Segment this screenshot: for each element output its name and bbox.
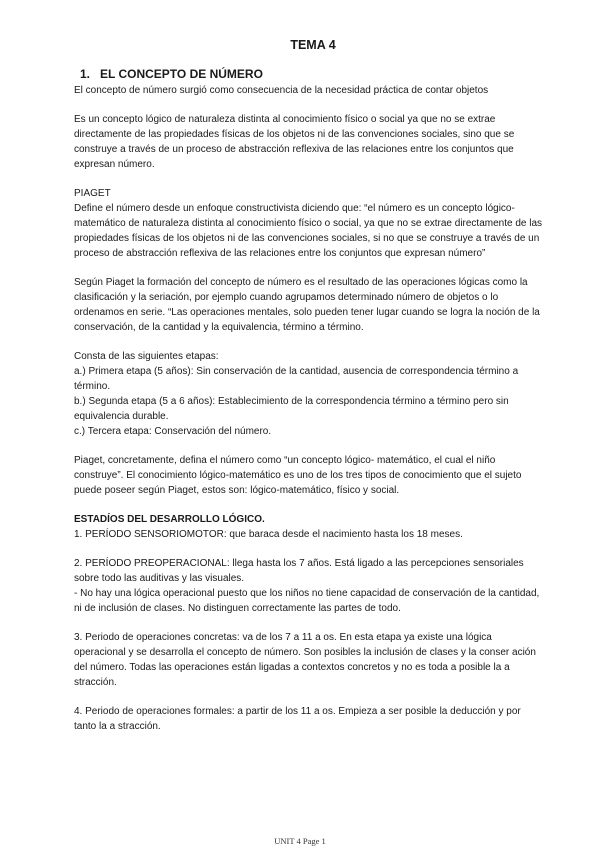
estadio-item-2: 2. PERÍODO PREOPERACIONAL: llega hasta los 7 años. Está ligado a las percepciones sensoriales sobre todo las auditivas y las visuales. (74, 558, 524, 584)
stage-b: b.) Segunda etapa (5 a 6 años): Establecimiento de la correspondencia término a término pero sin equivalencia durable. (74, 396, 509, 422)
formation-paragraph: Según Piaget la formación del concepto de número es el resultado de las operaciones lógicas como la clasificación y la seriación, por ejemplo cuando agrupamos determinado número de objetos o lo ordenamos en serie. “Las operaciones mentales, solo pueden tener lugar cuando se logra la noción de la conservación, de la cantidad y la equivalencia, término a término. (74, 277, 540, 333)
document-body (74, 38, 544, 748)
estadio-item-2-note: - No hay una lógica operacional puesto que los niños no tiene capacidad de conservación de la cantidad, ni de inclusión de clases. No distinguen correctamente las partes de todo. (74, 588, 540, 614)
logical-concept-paragraph: Es un concepto lógico de naturaleza distinta al conocimiento físico o social ya que no se extrae directamente de las propiedades físicas de los objetos ni de las convenciones sociales, sino que se construye a través de un proceso de abstracción reflexiva de las relaciones entre los conjuntos que expresan número. (74, 114, 515, 170)
piaget-label: PIAGET (74, 188, 111, 199)
stage-c: c.) Tercera etapa: Conservación del número. (74, 426, 272, 437)
piaget-definition: Define el número desde un enfoque constructivista diciendo que: “el número es un concepto lógico-matemático de naturaleza distinta al conocimiento físico o social, ya que no se extrae directamente de las propiedades físicas de los objetos ni de las convenciones sociales, si no que se construye a través de un proceso de abstracción reflexiva de las relaciones entre los conjuntos que expresan número” (74, 203, 543, 259)
section-heading-text: EL CONCEPTO DE NÚMERO (100, 67, 263, 81)
concrete-definition-paragraph: Piaget, concretamente, defina el número como “un concepto lógico- matemático, el cual el niño construye”. El conocimiento lógico-matemático es uno de los tres tipos de conocimiento que el sujeto puede poseer según Piaget, estos son: lógico-matemático, físico y social. (74, 455, 522, 496)
estadio-item-4: 4. Periodo de operaciones formales: a partir de los 11 a os. Empieza a ser posible la deducción y por tanto la a stracción. (74, 706, 521, 732)
section-number: 1. (80, 67, 91, 81)
estadios-heading: ESTADÍOS DEL DESARROLLO LÓGICO. (74, 514, 265, 525)
stage-a: a.) Primera etapa (5 años): Sin conservación de la cantidad, ausencia de correspondencia término a término. (74, 366, 519, 392)
estadio-item-3: 3. Periodo de operaciones concretas: va de los 7 a 11 a os. En esta etapa ya existe una lógica operacional y se desarrolla el concepto de número. Son posibles la inclusión de clases y la conser ación del número. Todas las operaciones están ligadas a contextos concretos y no es toda a posible la a stracción. (74, 632, 536, 688)
intro-paragraph: El concepto de número surgió como consecuencia de la necesidad práctica de contar objetos (74, 85, 489, 96)
estadio-item-1: 1. PERÍODO SENSORIOMOTOR: que baraca desde el nacimiento hasta los 18 meses. (74, 529, 463, 540)
stages-intro: Consta de las siguientes etapas: (74, 351, 219, 362)
page-title: TEMA 4 (290, 38, 336, 52)
page-footer: UNIT 4 Page 1 (274, 836, 326, 846)
section-heading (80, 67, 544, 82)
